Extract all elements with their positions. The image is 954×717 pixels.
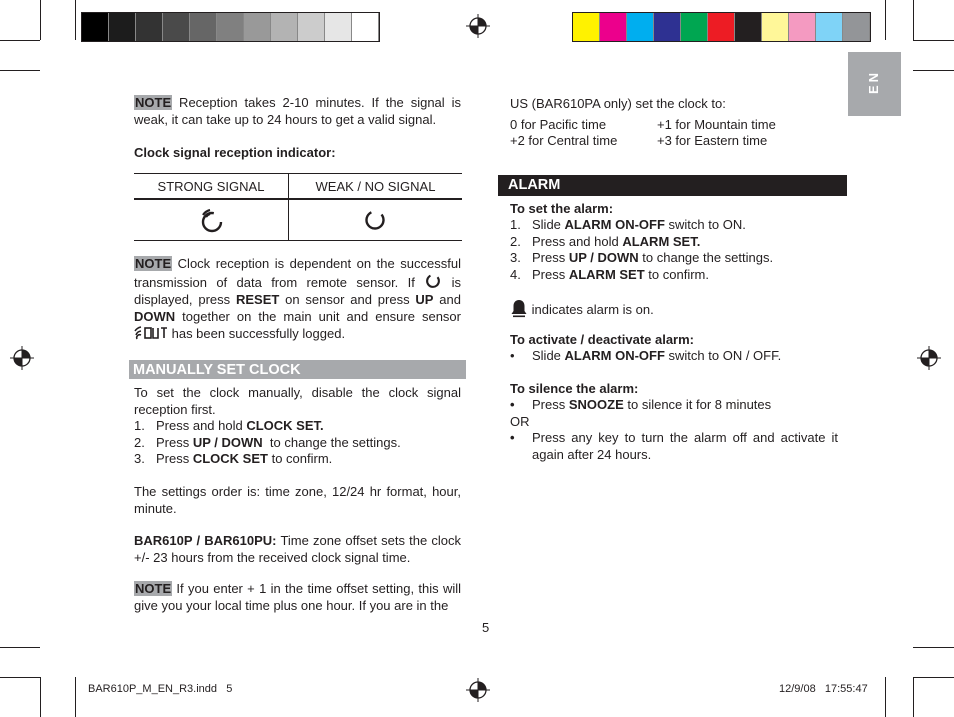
color-swatch (217, 13, 244, 41)
manual-set-clock-heading: MANUALLY SET CLOCK (128, 359, 467, 380)
note-label: NOTE (135, 581, 172, 596)
weak-signal-icon (424, 272, 442, 290)
note-label: NOTE (135, 95, 172, 110)
note-time-offset (134, 581, 461, 614)
step-key: ALARM SET. (622, 233, 701, 249)
step-text: Press (156, 451, 193, 466)
step-key: UP / DOWN (192, 434, 263, 450)
crop-mark (913, 677, 914, 717)
list-item (510, 217, 845, 234)
crop-mark (75, 677, 76, 717)
crop-mark (913, 0, 914, 40)
color-swatch (708, 13, 735, 41)
step-text: switch to ON. (664, 217, 746, 232)
crop-mark (913, 647, 954, 648)
note-text: together on the main unit and ensure sensor (175, 309, 461, 324)
item-text: Slide (532, 348, 565, 363)
step-number: 4. (510, 266, 521, 282)
color-swatch (735, 13, 762, 41)
step-text: to confirm. (267, 451, 333, 466)
set-alarm-steps (510, 217, 845, 283)
bell-icon (510, 299, 528, 319)
step-number: 3. (134, 451, 145, 466)
step-text: Press and hold (156, 418, 247, 433)
step-text: Press and hold (532, 233, 623, 249)
indicator-title: Clock signal reception indicator: (134, 145, 336, 160)
item-text: Press any key to turn the alarm off and activate it again after 24 hours. (532, 430, 838, 462)
bullet: • (510, 348, 515, 363)
color-swatch (271, 13, 298, 41)
crop-mark (913, 40, 954, 41)
step-key: ALARM ON-OFF (564, 217, 665, 232)
color-swatch (163, 13, 190, 41)
step-text: Press (532, 250, 569, 265)
step-text: to change the settings. (638, 250, 774, 265)
outdoor-sensor-signal-icon (134, 326, 168, 340)
item-text: to silence it for 8 minutes (623, 397, 772, 412)
color-swatch (573, 13, 600, 41)
table-header-strong: STRONG SIGNAL (157, 179, 265, 194)
footer-filename: BAR610P_M_EN_R3.indd 5 (88, 683, 233, 695)
bar610p-offset (134, 533, 461, 566)
crop-mark (0, 677, 40, 678)
color-swatch (654, 13, 681, 41)
note-text: Clock reception is dependent on the successful transmission of data from remote sensor. If (134, 256, 461, 290)
crop-mark (913, 70, 954, 71)
strong-signal-icon (198, 207, 226, 235)
footer-timestamp: 12/9/08 17:55:47 (779, 683, 868, 695)
tz-item: 0 for Pacific time (510, 117, 607, 132)
crop-mark (0, 70, 40, 71)
registration-mark-icon (917, 346, 941, 370)
list-item (510, 250, 845, 267)
language-tab (848, 52, 901, 116)
step-key: UP / DOWN (568, 250, 639, 265)
crop-mark (0, 40, 40, 41)
step-text: Press (532, 266, 569, 282)
step-text: Press (156, 434, 193, 450)
page-number: 5 (482, 620, 490, 635)
step-number: 2. (510, 233, 521, 249)
color-swatch (843, 13, 870, 41)
weak-signal-icon (362, 207, 388, 233)
signal-table (134, 173, 462, 242)
any-key-item (510, 430, 838, 463)
silence-item (510, 397, 771, 413)
note-text: is displayed, press (134, 275, 461, 307)
process-color-bar (572, 12, 871, 42)
alarm-heading: ALARM (498, 175, 847, 196)
list-item (134, 418, 461, 435)
or-text: OR (510, 414, 530, 429)
us-line: US (BAR610PA only) set the clock to: (510, 96, 726, 111)
note-text: on sensor and press (279, 292, 416, 307)
step-number: 2. (134, 434, 145, 450)
color-swatch (352, 13, 379, 41)
model-label: BAR610P / BAR610PU: (134, 533, 277, 548)
step-number: 1. (510, 217, 521, 232)
item-text: Press (532, 397, 569, 412)
step-number: 1. (134, 418, 145, 433)
item-key: ALARM ON-OFF (564, 348, 665, 363)
color-swatch (136, 13, 163, 41)
color-swatch (244, 13, 271, 41)
bullet: • (510, 430, 515, 445)
tz-item: +2 for Central time (510, 133, 618, 148)
note-text: has been successfully logged. (168, 326, 346, 341)
item-key: SNOOZE (568, 397, 624, 412)
color-swatch (681, 13, 708, 41)
alarm-on-line (510, 299, 654, 319)
note-reception-time (134, 95, 461, 128)
note-text: Reception takes 2-10 minutes. If the signal is weak, it can take up to 24 hours to get a valid signal. (134, 95, 461, 127)
silence-title: To silence the alarm: (510, 381, 639, 396)
registration-mark-icon (466, 678, 490, 702)
list-item (510, 267, 845, 284)
tz-item: +1 for Mountain time (657, 117, 776, 132)
color-swatch (600, 13, 627, 41)
step-text: to confirm. (644, 266, 709, 282)
step-key: ALARM SET (568, 266, 645, 282)
list-item (134, 451, 461, 468)
color-swatch (190, 13, 217, 41)
step-number: 3. (510, 250, 521, 265)
step-text: to change the settings. (262, 434, 401, 450)
color-swatch (789, 13, 816, 41)
alarm-on-text: indicates alarm is on. (528, 302, 654, 317)
offset-text: Time zone offset sets the clock +/- 23 hours from the received clock signal time. (134, 533, 461, 565)
manual-intro: To set the clock manually, disable the clock signal reception first. (134, 385, 461, 417)
registration-mark-icon (466, 14, 490, 38)
crop-mark (885, 0, 886, 40)
color-swatch (82, 13, 109, 41)
table-rule (134, 173, 462, 174)
crop-mark (40, 677, 41, 717)
crop-mark (75, 0, 76, 40)
activate-title: To activate / deactivate alarm: (510, 332, 695, 347)
color-swatch (298, 13, 325, 41)
crop-mark (913, 677, 954, 678)
color-swatch (627, 13, 654, 41)
list-item (510, 234, 845, 251)
step-key: CLOCK SET. (246, 418, 324, 433)
activate-item (510, 348, 781, 364)
crop-mark (885, 677, 886, 717)
note-label: NOTE (135, 256, 172, 271)
color-swatch (816, 13, 843, 41)
note-text: and (433, 292, 461, 307)
down-key-label: DOWN (134, 309, 176, 324)
item-text: switch to ON / OFF. (664, 348, 782, 363)
list-item (134, 435, 461, 452)
step-text: Slide (532, 217, 565, 232)
settings-order: The settings order is: time zone, 12/24 hr format, hour, minute. (134, 484, 461, 516)
reset-key-label: RESET (235, 292, 280, 307)
registration-mark-icon (10, 346, 34, 370)
color-swatch (762, 13, 789, 41)
crop-mark (40, 0, 41, 40)
note-clock-reception (134, 255, 461, 342)
manual-steps (134, 418, 461, 468)
color-swatch (325, 13, 352, 41)
tz-item: +3 for Eastern time (657, 133, 768, 148)
crop-mark (0, 647, 40, 648)
grayscale-color-bar (81, 12, 380, 42)
set-alarm-title: To set the alarm: (510, 201, 614, 216)
note-text: If you enter + 1 in the time offset setting, this will give you your local time plus one hour. If you are in the (134, 581, 461, 613)
color-swatch (109, 13, 136, 41)
language-tab-label: EN (866, 69, 881, 94)
table-rule (134, 240, 462, 241)
table-rule (134, 198, 462, 200)
table-header-weak: WEAK / NO SIGNAL (315, 179, 436, 194)
bullet: • (510, 397, 515, 412)
step-key: CLOCK SET (192, 451, 268, 466)
up-key-label: UP (415, 292, 434, 307)
